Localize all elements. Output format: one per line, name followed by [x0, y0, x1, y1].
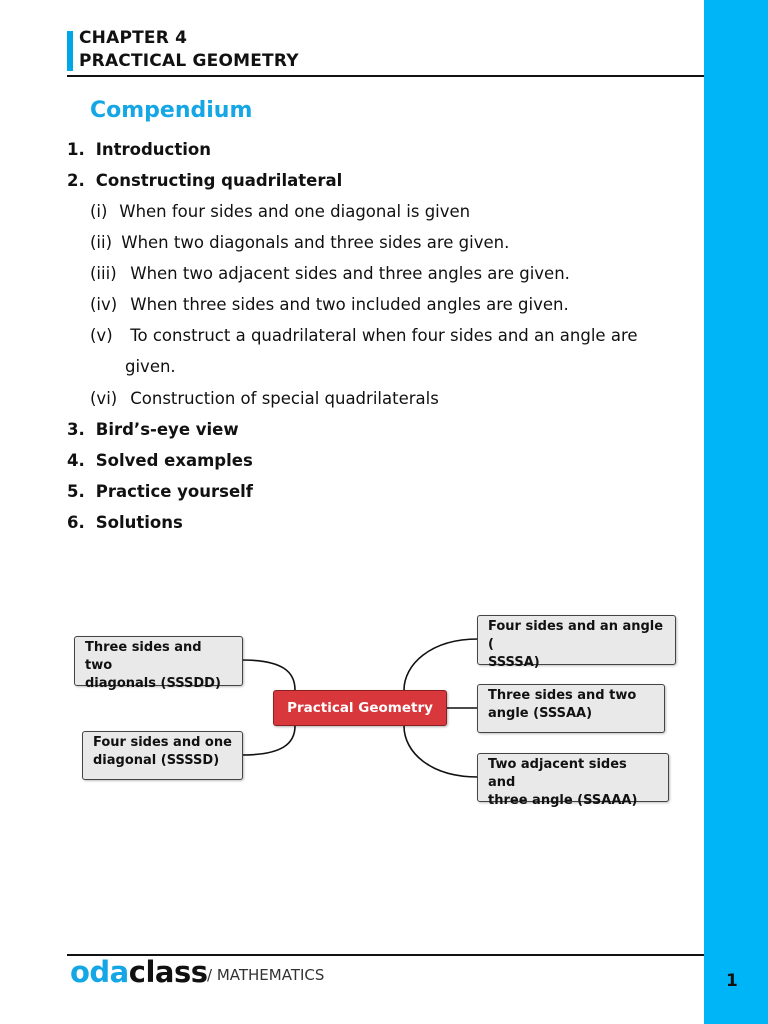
- sub-item-label: Construction of special quadrilaterals: [130, 389, 439, 408]
- item-label: Practice yourself: [95, 482, 253, 501]
- node-line: Four sides and an angle (: [488, 619, 664, 652]
- item-label: Bird’s-eye view: [95, 420, 239, 439]
- sub-item-label: When four sides and one diagonal is given: [119, 202, 471, 221]
- subject-label: / MATHEMATICS: [207, 966, 325, 984]
- node-line: diagonals (SSSDD): [85, 676, 221, 691]
- connector-line: [242, 660, 295, 690]
- item-label: Solved examples: [95, 451, 253, 470]
- item-label: Solutions: [95, 513, 183, 532]
- item-number: 3.: [67, 420, 85, 439]
- brand-logo-oda: oda: [70, 955, 129, 989]
- sub-item-number: (ii): [90, 233, 113, 252]
- sub-item-label: When two adjacent sides and three angles are given.: [130, 264, 570, 283]
- sub-item-label: given.: [125, 357, 176, 376]
- sub-item-label: When three sides and two included angles are given.: [130, 295, 569, 314]
- node-line: Four sides and one: [93, 735, 232, 750]
- sub-item-number: (vi): [90, 389, 118, 408]
- node-line: three angle (SSAAA): [488, 793, 638, 808]
- compendium-heading: Compendium: [90, 98, 253, 123]
- item-label: Introduction: [95, 140, 211, 159]
- sub-item-label: When two diagonals and three sides are given.: [121, 233, 510, 252]
- sub-item-number: (iv): [90, 295, 118, 314]
- connector-line: [242, 726, 295, 755]
- mindmap-node-sssaa: [477, 684, 665, 733]
- sub-item-number: (iii): [90, 264, 117, 283]
- node-line: angle (SSSAA): [488, 706, 593, 721]
- chapter-number: CHAPTER 4: [79, 28, 188, 48]
- sub-item-number: (i): [90, 202, 108, 221]
- page-number: 1: [726, 971, 738, 991]
- item-number: 6.: [67, 513, 85, 532]
- connector-line: [404, 639, 478, 690]
- item-label: Constructing quadrilateral: [95, 171, 343, 190]
- mindmap-node-ssaaa: [477, 753, 669, 808]
- brand-logo: [70, 955, 208, 989]
- sub-item-number: (v): [90, 326, 113, 345]
- mindmap-node-sssdd: [74, 636, 243, 691]
- node-line: Three sides and two: [85, 640, 202, 673]
- mindmap-node-sssa: [477, 615, 676, 670]
- item-number: 2.: [67, 171, 85, 190]
- item-number: 5.: [67, 482, 85, 501]
- brand-logo-class: class: [128, 955, 208, 989]
- node-line: diagonal (SSSSD): [93, 753, 220, 768]
- node-line: Three sides and two: [488, 688, 637, 703]
- node-line: SSSSA): [488, 655, 540, 670]
- node-line: Two adjacent sides and: [488, 757, 627, 790]
- mindmap-node-ssssd: [82, 731, 243, 780]
- item-number: 1.: [67, 140, 85, 159]
- mindmap-center-node: Practical Geometry: [273, 690, 447, 726]
- connector-line: [404, 726, 478, 777]
- item-number: 4.: [67, 451, 85, 470]
- sub-item-label: To construct a quadrilateral when four sides and an angle are: [130, 326, 638, 345]
- chapter-title: PRACTICAL GEOMETRY: [79, 51, 299, 71]
